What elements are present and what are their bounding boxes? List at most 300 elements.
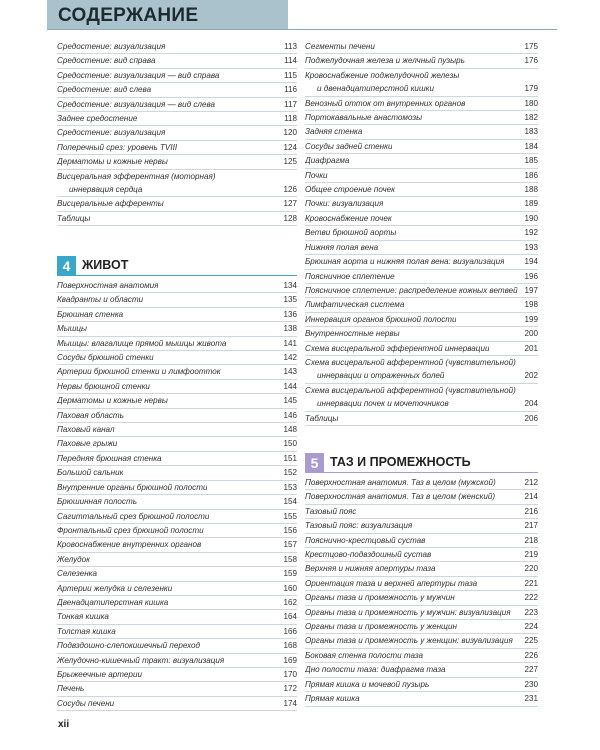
toc-entry-line	[305, 40, 538, 53]
toc-entry-line	[305, 620, 538, 633]
toc-entry-title: Поверхностная анатомия	[57, 281, 159, 290]
toc-entry-line	[305, 412, 538, 425]
toc-entry[interactable]	[305, 548, 538, 562]
toc-entry-title: Средостение: визуализация	[57, 128, 166, 138]
toc-entry-line	[305, 140, 538, 153]
toc-entry-line	[305, 169, 538, 182]
toc-entry[interactable]	[305, 313, 538, 327]
toc-entry-title: Кровоснабжение поджелудочной железы	[305, 70, 460, 80]
toc-entry-line	[57, 596, 297, 609]
toc-entry[interactable]	[57, 308, 297, 322]
toc-entry-line	[305, 534, 538, 547]
toc-entry-title: Сосуды брюшной стенки	[57, 353, 154, 363]
toc-entry[interactable]	[305, 226, 538, 240]
toc-entry-title: Подвздошно-слепокишечный переход	[57, 641, 200, 651]
toc-page-number: 157	[283, 540, 297, 550]
toc-entry-title: Почки: визуализация	[305, 199, 384, 209]
toc-entry-line	[57, 365, 297, 378]
toc-page-number: 141	[283, 338, 297, 348]
toc-entry-line	[305, 663, 538, 676]
toc-entry[interactable]	[305, 649, 538, 663]
toc-entry-title: Печень	[57, 684, 85, 694]
toc-page-number: 194	[524, 257, 538, 267]
toc-page-number: 155	[283, 511, 297, 521]
toc-entry-line	[57, 394, 297, 407]
toc-entry-title: Передняя брюшная стенка	[57, 453, 162, 463]
toc-page-number: 217	[524, 521, 538, 531]
toc-entry[interactable]	[57, 54, 297, 68]
toc-entry-title: Средостение: визуализация — вид слева	[57, 99, 216, 109]
toc-entry-title: Таблицы	[57, 213, 91, 223]
toc-page-number: 182	[524, 113, 538, 123]
toc-entry[interactable]	[305, 40, 538, 54]
toc-entry-title: Сегменты печени	[305, 42, 375, 51]
toc-entry-line	[57, 380, 297, 393]
toc-entry[interactable]	[57, 639, 297, 653]
toc-entry[interactable]	[305, 692, 538, 706]
toc-entry-title: Брыжеечные артерии	[57, 669, 142, 679]
toc-entry-line	[305, 327, 538, 340]
toc-entry-line	[57, 183, 297, 196]
toc-entry[interactable]	[305, 197, 538, 211]
toc-entry[interactable]	[57, 365, 297, 379]
toc-page-number: 201	[524, 343, 538, 353]
page-title: СОДЕРЖАНИЕ	[58, 5, 199, 26]
toc-page-number: 174	[283, 698, 297, 708]
toc-page-number: 231	[524, 694, 538, 704]
toc-entry-line	[305, 226, 538, 239]
toc-page-number: 148	[283, 425, 297, 435]
toc-page-number: 218	[524, 535, 538, 545]
toc-entry-line	[305, 241, 538, 254]
toc-entry-line	[57, 437, 297, 450]
toc-entry-title: Портокавальные анастомозы	[305, 113, 423, 123]
toc-entry-line	[57, 567, 297, 580]
toc-entry[interactable]	[57, 582, 297, 596]
toc-entry[interactable]	[305, 634, 538, 648]
toc-entry[interactable]	[305, 476, 538, 490]
toc-entry-line	[57, 697, 297, 710]
toc-page-number: 116	[284, 85, 297, 95]
toc-page-number: 115	[284, 70, 297, 80]
toc-entry-title: Поверхностная анатомия. Таз в целом (женский)	[305, 492, 496, 502]
toc-entry[interactable]	[57, 293, 297, 307]
toc-page-number: 179	[524, 84, 538, 94]
toc-page-number: 188	[524, 185, 538, 195]
toc-entry[interactable]	[305, 606, 538, 620]
toc-entry[interactable]	[57, 553, 297, 567]
toc-entry[interactable]	[305, 140, 538, 154]
section-5-heading	[305, 453, 538, 473]
toc-entry-line	[57, 682, 297, 695]
toc-entry-title: Средостение: визуализация — вид справа	[57, 70, 220, 80]
toc-entry[interactable]	[57, 697, 297, 711]
toc-entry-line	[57, 69, 297, 82]
toc-entry-title: Крестцово-подвздошный сустав	[305, 550, 432, 560]
toc-entry-line	[57, 308, 297, 321]
toc-entry[interactable]	[57, 481, 297, 495]
toc-entry-line	[57, 212, 297, 225]
toc-page-number: 138	[283, 324, 297, 334]
toc-entry[interactable]	[57, 625, 297, 639]
toc-page-number: 162	[283, 597, 297, 607]
toc-entry-line	[57, 668, 297, 681]
toc-page-number: 144	[283, 381, 297, 391]
toc-entry[interactable]	[57, 668, 297, 682]
toc-entry-title: Внутренние органы брюшной полости	[57, 482, 208, 492]
toc-entry[interactable]	[305, 490, 538, 504]
toc-entry[interactable]	[305, 663, 538, 677]
toc-entry-line	[305, 54, 538, 67]
toc-entry-line	[57, 98, 297, 111]
toc-page-number: 223	[524, 607, 538, 617]
toc-entry[interactable]	[57, 495, 297, 509]
toc-entry[interactable]	[57, 141, 297, 155]
toc-page-number: 202	[524, 371, 538, 381]
toc-entry-title: Схема висцеральной эфферентной иннервации	[305, 343, 490, 353]
toc-entry[interactable]	[305, 562, 538, 576]
toc-entry-title: Квадранты и области	[57, 295, 144, 305]
toc-entry-line	[305, 298, 538, 311]
toc-entry[interactable]	[305, 54, 538, 68]
toc-entry-line	[305, 384, 538, 397]
toc-entry[interactable]	[305, 577, 538, 591]
toc-page-number: 166	[283, 626, 297, 636]
toc-page-number: 126	[283, 185, 297, 195]
toc-page-number: 221	[524, 578, 538, 588]
toc-entry-title: Поджелудочная железа и желчный пузырь	[305, 56, 465, 66]
toc-entry-line	[305, 678, 538, 691]
toc-entry[interactable]	[57, 337, 297, 351]
toc-page-number: 135	[283, 295, 297, 305]
toc-entry[interactable]	[305, 384, 538, 412]
toc-entry-title: Дерматомы и кожные нервы	[57, 157, 168, 167]
toc-page-number: 197	[524, 285, 538, 295]
toc-entry-line	[57, 452, 297, 465]
toc-entry[interactable]	[57, 423, 297, 437]
toc-entry[interactable]	[57, 155, 297, 169]
toc-entry[interactable]	[305, 212, 538, 226]
toc-page-number: 168	[283, 641, 297, 651]
toc-entry[interactable]	[305, 154, 538, 168]
toc-entry-title: Паховый канал	[57, 425, 115, 435]
toc-page-number: 164	[283, 612, 297, 622]
toc-entry[interactable]	[305, 412, 538, 426]
toc-entry-title: Пояснично-крестцовый сустав	[305, 535, 426, 545]
toc-entry-title: и двенадцатиперстной кишки	[317, 84, 434, 94]
toc-entry-title: Дерматомы и кожные нервы	[57, 396, 168, 406]
toc-entry-title: Артерии желудка и селезенки	[57, 583, 173, 593]
toc-entry-line	[57, 170, 297, 183]
toc-entry-title: Поверхностная анатомия. Таз в целом (мужской)	[305, 478, 496, 487]
toc-entry[interactable]	[305, 169, 538, 183]
toc-entry[interactable]	[305, 342, 538, 356]
toc-entry-title: иннервации и отраженных болей	[317, 371, 445, 381]
toc-page-number: 190	[524, 213, 538, 223]
toc-entry[interactable]	[305, 270, 538, 284]
toc-entry-title: Ветви брюшной аорты	[305, 228, 397, 238]
toc-entry[interactable]	[57, 524, 297, 538]
toc-entry-line	[57, 279, 297, 292]
toc-entry-line	[57, 625, 297, 638]
toc-page-number: 160	[283, 583, 297, 593]
toc-entry-title: Органы таза и промежность у женщин: визуализация	[305, 636, 513, 646]
toc-entry-title: Общее строение почек	[305, 185, 395, 195]
toc-entry[interactable]	[305, 97, 538, 111]
toc-page-number: 175	[524, 42, 538, 51]
toc-entry[interactable]	[57, 279, 297, 293]
toc-entry[interactable]	[57, 682, 297, 696]
toc-page-number: 120	[283, 128, 297, 138]
toc-entry-title: Диафрагма	[305, 156, 350, 166]
toc-entry-title: Толстая кишка	[57, 626, 116, 636]
toc-entry-title: Задняя стенка	[305, 127, 363, 137]
toc-entry-line	[305, 125, 538, 138]
toc-entry-title: Органы таза и промежность у женщин	[305, 622, 457, 632]
toc-page-number: 154	[283, 497, 297, 507]
toc-entry-line	[305, 197, 538, 210]
toc-entry-title: Тазовый пояс: визуализация	[305, 521, 413, 531]
toc-entry[interactable]	[57, 538, 297, 552]
toc-page-number: 216	[524, 506, 538, 516]
toc-entry-line	[305, 82, 538, 95]
toc-entry-line	[305, 548, 538, 561]
toc-entry-line	[57, 83, 297, 96]
toc-entry-line	[57, 610, 297, 623]
toc-entry[interactable]	[57, 322, 297, 336]
toc-entry-title: Желудок	[57, 554, 90, 564]
toc-entry-title: Почки	[305, 170, 328, 180]
toc-page-number: 143	[283, 367, 297, 377]
section-rule	[57, 275, 297, 276]
toc-page-number: 230	[524, 679, 538, 689]
toc-entry-line	[57, 553, 297, 566]
toc-entry-line	[57, 40, 297, 53]
toc-entry[interactable]	[57, 409, 297, 423]
page-header	[0, 0, 600, 30]
toc-page-number: 224	[524, 622, 538, 632]
toc-entry[interactable]	[57, 394, 297, 408]
toc-entry-line	[57, 293, 297, 306]
toc-entry[interactable]	[57, 40, 297, 54]
toc-entry-title: Прямая кишка	[305, 694, 360, 704]
toc-entry-line	[57, 351, 297, 364]
toc-page-number: 180	[524, 98, 538, 108]
toc-entry[interactable]	[305, 505, 538, 519]
toc-entry[interactable]	[57, 197, 297, 211]
toc-entry-title: Кровоснабжение почек	[305, 213, 392, 223]
toc-entry-line	[305, 255, 538, 268]
toc-page-number: 192	[524, 228, 538, 238]
toc-entry-title: Брюшная аорта и нижняя полая вена: визуализация	[305, 257, 505, 267]
toc-entry-line	[305, 591, 538, 604]
toc-entry-line	[57, 126, 297, 139]
toc-entry-line	[57, 112, 297, 125]
toc-page-number: 184	[524, 141, 538, 151]
toc-entry[interactable]	[57, 654, 297, 668]
toc-entry-title: Брюшная стенка	[57, 309, 124, 319]
toc-entry-title: Сосуды задней стенки	[305, 141, 393, 151]
toc-entry-title: Заднее средостение	[57, 114, 138, 124]
toc-entry-title: Большой сальник	[57, 468, 124, 478]
section-4-heading	[57, 256, 297, 276]
section-rule	[305, 472, 538, 473]
toc-entry-line	[57, 582, 297, 595]
toc-entry-title: Венозный отток от внутренних органов	[305, 98, 466, 108]
toc-entry-line	[305, 505, 538, 518]
toc-entry[interactable]	[57, 437, 297, 451]
toc-page-number: 225	[524, 636, 538, 646]
toc-entry-line	[57, 423, 297, 436]
toc-entry-line	[305, 69, 538, 82]
toc-entry-title: Ориентация таза и верхней апертуры таза	[305, 578, 478, 588]
toc-entry-line	[305, 490, 538, 503]
toc-entry-title: Сосуды печени	[57, 698, 115, 708]
toc-entry-line	[305, 397, 538, 410]
toc-entry-title: Мышцы: влагалище прямой мышцы живота	[57, 338, 227, 348]
toc-page-number: 158	[283, 554, 297, 564]
toc-entry-title: Прямая кишка и мочевой пузырь	[305, 679, 430, 689]
toc-entry-line	[57, 466, 297, 479]
toc-entry[interactable]	[305, 519, 538, 533]
toc-entry-title: Органы таза и промежность у мужчин	[305, 593, 455, 603]
toc-entry-line	[57, 409, 297, 422]
toc-entry[interactable]	[57, 98, 297, 112]
toc-entry-title: Тонкая кишка	[57, 612, 109, 622]
toc-entry[interactable]	[305, 591, 538, 605]
toc-entry-line	[305, 476, 538, 489]
toc-page-number: 222	[524, 593, 538, 603]
toc-entry-title: Тазовый пояс	[305, 506, 357, 516]
toc-entry-line	[57, 654, 297, 667]
toc-page-number: 200	[524, 329, 538, 339]
toc-entry-line	[305, 649, 538, 662]
toc-entry[interactable]	[57, 596, 297, 610]
toc-entry[interactable]	[305, 284, 538, 298]
toc-entry-line	[305, 154, 538, 167]
toc-entry[interactable]	[57, 83, 297, 97]
toc-entry[interactable]	[305, 125, 538, 139]
toc-entry-line	[305, 369, 538, 382]
toc-entry-title: Верхняя и нижняя апертуры таза	[305, 564, 436, 574]
toc-entry-title: Схема висцеральной афферентной (чувствительной)	[305, 385, 516, 395]
toc-entry[interactable]	[57, 466, 297, 480]
toc-page-number: 159	[283, 569, 297, 579]
toc-page-number: 198	[524, 300, 538, 310]
toc-entry-line	[305, 577, 538, 590]
toc-entry[interactable]	[57, 452, 297, 466]
toc-page-number: 142	[283, 353, 297, 363]
toc-entry-line	[305, 212, 538, 225]
toc-entry-line	[57, 337, 297, 350]
toc-entry-title: Иннервация органов брюшной полости	[305, 314, 457, 324]
toc-entry-line	[57, 155, 297, 168]
toc-page-number: 176	[524, 56, 538, 66]
toc-entry[interactable]	[305, 69, 538, 97]
toc-entry[interactable]	[305, 111, 538, 125]
toc-page-number: 212	[524, 478, 538, 487]
toc-page-number: 185	[524, 156, 538, 166]
toc-entry[interactable]	[57, 567, 297, 581]
toc-entry-title: Органы таза и промежность у мужчин: визуализация	[305, 607, 511, 617]
toc-entry[interactable]	[57, 510, 297, 524]
toc-page-number: 134	[283, 281, 297, 290]
toc-entry[interactable]	[305, 534, 538, 548]
toc-list-section-5	[305, 476, 538, 707]
toc-entry[interactable]	[57, 170, 297, 198]
toc-entry-line	[57, 524, 297, 537]
toc-page-number: 199	[524, 314, 538, 324]
toc-entry[interactable]	[305, 356, 538, 384]
toc-entry-line	[305, 634, 538, 647]
toc-entry-line	[305, 183, 538, 196]
toc-page-number: 214	[524, 492, 538, 502]
toc-entry[interactable]	[57, 212, 297, 226]
toc-entry-title: Брюшинная полость	[57, 497, 137, 507]
toc-entry[interactable]	[57, 126, 297, 140]
toc-page-number: 136	[283, 309, 297, 319]
toc-page-number: 152	[283, 468, 297, 478]
toc-page-number: 118	[284, 114, 297, 124]
toc-entry-title: Паховая область	[57, 410, 124, 420]
toc-entry[interactable]	[57, 380, 297, 394]
toc-entry-line	[305, 356, 538, 369]
toc-entry-line	[305, 97, 538, 110]
toc-page-number: 189	[524, 199, 538, 209]
toc-entry[interactable]	[305, 241, 538, 255]
toc-page-number: 169	[283, 655, 297, 665]
toc-entry-title: Висцеральная эфферентная (моторная)	[57, 171, 216, 181]
toc-entry[interactable]	[57, 610, 297, 624]
toc-entry[interactable]	[305, 678, 538, 692]
toc-entry-title: Двенадцатиперстная кишка	[57, 597, 169, 607]
toc-entry-line	[57, 538, 297, 551]
toc-page-number: 204	[524, 399, 538, 409]
toc-page-number: 226	[524, 650, 538, 660]
toc-entry-line	[57, 141, 297, 154]
toc-entry[interactable]	[305, 255, 538, 269]
toc-page-number: 124	[283, 142, 297, 152]
toc-entry[interactable]	[57, 69, 297, 83]
toc-entry[interactable]	[57, 351, 297, 365]
toc-entry-title: Внутренностные нервы	[305, 329, 400, 339]
toc-page-number: 193	[524, 242, 538, 252]
toc-entry-title: Дно полости таза: диафрагма таза	[305, 665, 446, 675]
toc-entry[interactable]	[305, 327, 538, 341]
toc-page-number: 183	[524, 127, 538, 137]
toc-page-number: 219	[524, 550, 538, 560]
toc-entry-title: Мышцы	[57, 324, 87, 334]
toc-entry-line	[305, 270, 538, 283]
toc-page-number: 220	[524, 564, 538, 574]
toc-entry-title: Сагиттальный срез брюшной полости	[57, 511, 210, 521]
toc-list-left-top	[57, 40, 297, 226]
toc-entry-title: Средостение: визуализация	[57, 42, 166, 51]
toc-entry[interactable]	[305, 298, 538, 312]
toc-entry[interactable]	[57, 112, 297, 126]
toc-page-number: 153	[283, 482, 297, 492]
toc-entry-title: Средостение: вид справа	[57, 56, 156, 66]
toc-page-number: 186	[524, 170, 538, 180]
toc-entry-line	[57, 639, 297, 652]
toc-entry[interactable]	[305, 620, 538, 634]
toc-page-number: 113	[284, 42, 297, 51]
toc-entry[interactable]	[305, 183, 538, 197]
toc-entry-line	[305, 562, 538, 575]
section-title: ЖИВОТ	[82, 258, 129, 272]
toc-entry-title: иннервации почек и мочеточников	[317, 399, 449, 409]
toc-entry-title: Нижняя полая вена	[305, 242, 379, 252]
